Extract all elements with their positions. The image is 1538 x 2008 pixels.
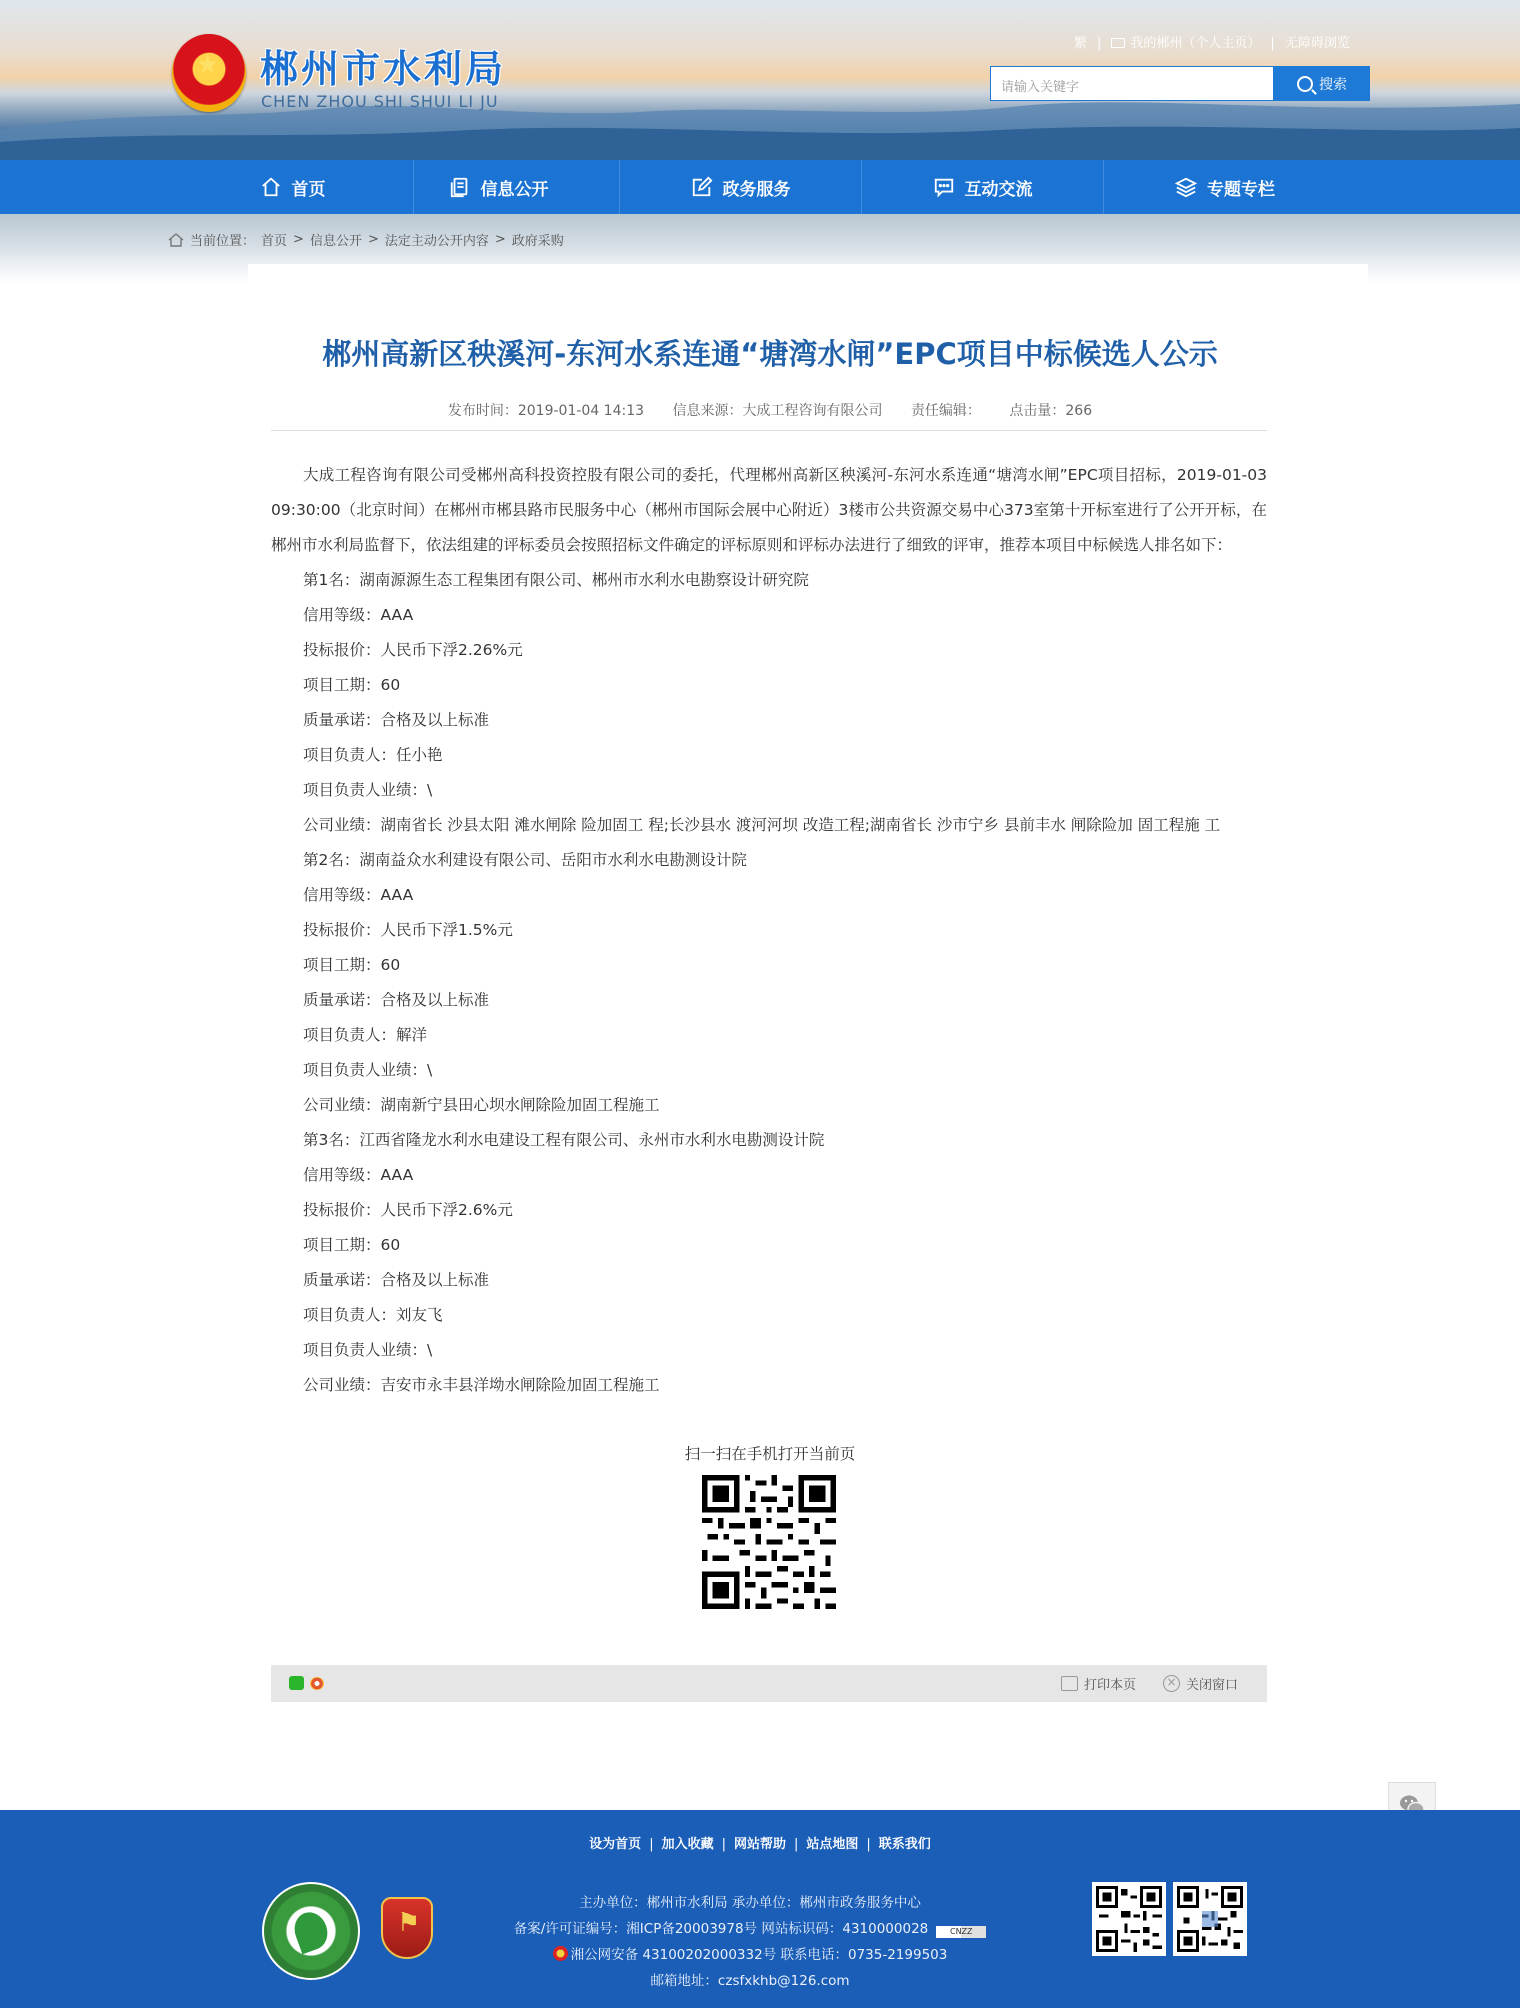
nav-item-gov-service[interactable]	[620, 160, 862, 214]
share-bar	[271, 1665, 1267, 1702]
divider: |	[866, 1837, 871, 1852]
article-line: 第1名：湖南源源生态工程集团有限公司、郴州市水利水电勘察设计研究院	[303, 571, 809, 589]
breadcrumb-info-public[interactable]: 信息公开	[309, 234, 362, 249]
search-icon	[1297, 76, 1313, 92]
article-line: 投标报价：人民币下浮2.26%元	[303, 641, 523, 659]
footer-info	[480, 1890, 1020, 1994]
footer-qr-code-1	[1092, 1882, 1166, 1956]
footer-links	[0, 1833, 1520, 1852]
article-line: 项目负责人业绩：\	[303, 1341, 433, 1359]
article-line: 投标报价：人民币下浮2.6%元	[303, 1201, 513, 1219]
article-line: 项目工期：60	[303, 1236, 401, 1254]
site-title[interactable]: 郴州市水利局	[260, 47, 507, 91]
main-nav	[0, 160, 1520, 214]
breadcrumb-home[interactable]: 首页	[261, 234, 288, 249]
close-window-button[interactable]	[1163, 1674, 1238, 1693]
site-help-link[interactable]: 网站帮助	[733, 1837, 786, 1852]
responsible-editor: 责任编辑：	[910, 403, 981, 419]
nav-item-label: 首页	[291, 179, 326, 200]
breadcrumb-procurement[interactable]: 政府采购	[511, 234, 564, 249]
chat-icon	[933, 176, 955, 198]
divider: |	[1270, 36, 1275, 51]
divider	[271, 430, 1267, 431]
article-line: 公司业绩：湖南省长 沙县太阳 滩水闸除 险加固工 程;长沙县水 渡河河坝 改造工程;湖南省长 沙市宁乡 县前丰水 闸除险加 固工程施 工	[303, 816, 1221, 834]
article-body	[271, 458, 1267, 1403]
article-line: 项目负责人业绩：\	[303, 1061, 433, 1079]
divider: |	[1097, 36, 1102, 51]
home-icon	[168, 233, 184, 247]
article-line: 项目工期：60	[303, 676, 401, 694]
article-line: 项目负责人：刘友飞	[303, 1306, 443, 1324]
footer-sponsor: 主办单位：郴州市水利局 承办单位：郴州市政务服务中心	[579, 1895, 921, 1911]
breadcrumb-separator: >	[293, 232, 304, 247]
document-icon	[449, 176, 471, 198]
layers-icon	[1175, 176, 1197, 198]
nav-item-label: 信息公开	[480, 179, 549, 200]
divider: |	[794, 1837, 799, 1852]
article-line: 信用等级：AAA	[303, 606, 414, 624]
page-qr-code	[702, 1475, 836, 1609]
breadcrumb-separator: >	[367, 232, 379, 247]
nav-item-info-public[interactable]	[378, 160, 620, 214]
footer-qr-code-2	[1173, 1882, 1247, 1956]
set-homepage-link[interactable]: 设为首页	[589, 1837, 642, 1852]
footer-email: 邮箱地址：czsfxkhb@126.com	[650, 1973, 850, 1989]
article-line: 项目负责人：解洋	[303, 1026, 428, 1044]
printer-icon	[1061, 1676, 1078, 1691]
police-badge-icon	[553, 1946, 568, 1961]
publish-time: 发布时间：2019-01-04 14:13	[447, 403, 645, 419]
article-line: 项目负责人业绩：\	[303, 781, 433, 799]
close-label: 关闭窗口	[1186, 1678, 1239, 1693]
divider: |	[649, 1837, 654, 1852]
my-chenzhou-link[interactable]: 我的郴州（个人主页）	[1130, 36, 1261, 51]
traditional-chinese-link[interactable]: 繁	[1074, 36, 1088, 51]
weibo-share-icon[interactable]	[310, 1677, 324, 1690]
monitor-icon	[1111, 38, 1125, 48]
article-title: 郴州高新区秧溪河-东河水系连通“塘湾水闸”EPC项目中标候选人公示	[322, 337, 1218, 371]
nav-item-label: 专题专栏	[1207, 179, 1275, 200]
nav-item-interaction[interactable]	[862, 160, 1104, 214]
breadcrumb-separator: >	[494, 232, 506, 247]
footer-police[interactable]: 湘公网安备 43100202000332号 联系电话：0735-2199503	[570, 1947, 948, 1963]
article-line: 项目工期：60	[303, 956, 401, 974]
accessibility-link[interactable]: 无障碍浏览	[1284, 36, 1350, 51]
article-intro: 大成工程咨询有限公司受郴州高科投资控股有限公司的委托，代理郴州高新区秧溪河-东河水系连通“塘湾水闸”EPC项目招标，2019-01-03 09:30:00（北京时间）在郴州市郴县路市民服务中心（郴州市国际会展中心附近）3楼市公共资源交易中心373室第十开标室进行了公开开标，在郴州市水利局监督下，依法组建的评标委员会按照招标文件确定的评标原则和评标办法进行了细致的评审，推荐本项目中标候选人排名如下：	[271, 466, 1267, 554]
footer-icp-line	[480, 1916, 1020, 1942]
article-line: 质量承诺：合格及以上标准	[303, 1271, 490, 1289]
divider: |	[721, 1837, 726, 1852]
site-subtitle: CHEN ZHOU SHI SHUI LI JU	[261, 92, 499, 111]
article-line: 第3名：江西省隆龙水利水电建设工程有限公司、永州市水利水电勘测设计院	[303, 1131, 825, 1149]
national-emblem-logo: ★	[172, 34, 246, 112]
home-icon	[260, 176, 282, 198]
search-button-label: 搜索	[1319, 76, 1347, 93]
article-line: 投标报价：人民币下浮1.5%元	[303, 921, 513, 939]
footer-police-line	[480, 1942, 1020, 1968]
info-source: 信息来源：大成工程咨询有限公司	[672, 403, 883, 419]
nav-item-label: 政务服务	[722, 179, 791, 200]
print-label: 打印本页	[1084, 1678, 1137, 1693]
article-line: 信用等级：AAA	[303, 1166, 414, 1184]
article-line: 项目负责人：任小艳	[303, 746, 443, 764]
article-line: 质量承诺：合格及以上标准	[303, 711, 490, 729]
nav-item-label: 互动交流	[964, 179, 1033, 200]
close-icon: ×	[1163, 1675, 1180, 1692]
sitemap-link[interactable]: 站点地图	[806, 1837, 859, 1852]
click-count: 点击量：266	[1009, 403, 1093, 419]
top-links	[1074, 32, 1350, 51]
breadcrumb-label: 当前位置：	[190, 234, 256, 249]
breadcrumb-statutory[interactable]: 法定主动公开内容	[384, 234, 489, 249]
add-favorite-link[interactable]: 加入收藏	[661, 1837, 714, 1852]
footer-icp[interactable]: 备案/许可证编号：湘ICP备20003978号 网站标识码：4310000028	[513, 1921, 929, 1937]
nav-item-special-topics[interactable]	[1104, 160, 1346, 214]
contact-us-link[interactable]: 联系我们	[878, 1837, 931, 1852]
article-line: 信用等级：AAA	[303, 886, 414, 904]
search-button[interactable]	[1274, 66, 1370, 101]
article-line: 公司业绩：吉安市永丰县洋坳水闸除险加固工程施工	[303, 1376, 660, 1394]
article-line: 公司业绩：湖南新宁县田心坝水闸除险加固工程施工	[303, 1096, 660, 1114]
breadcrumb	[168, 230, 564, 249]
article-meta	[270, 400, 1270, 420]
wechat-share-icon[interactable]	[289, 1676, 304, 1690]
badge-emblem-icon: ⚑	[397, 1908, 421, 1938]
qr-caption: 扫一扫在手机打开当前页	[684, 1445, 856, 1463]
print-button[interactable]	[1061, 1674, 1136, 1693]
search-input[interactable]: 请输入关键字	[990, 66, 1274, 101]
article-line: 第2名：湖南益众水利建设有限公司、岳阳市水利水电勘测设计院	[303, 851, 747, 869]
article-line: 质量承诺：合格及以上标准	[303, 991, 490, 1009]
edit-icon	[691, 176, 713, 198]
cnzz-badge[interactable]: CNZZ	[936, 1926, 986, 1938]
